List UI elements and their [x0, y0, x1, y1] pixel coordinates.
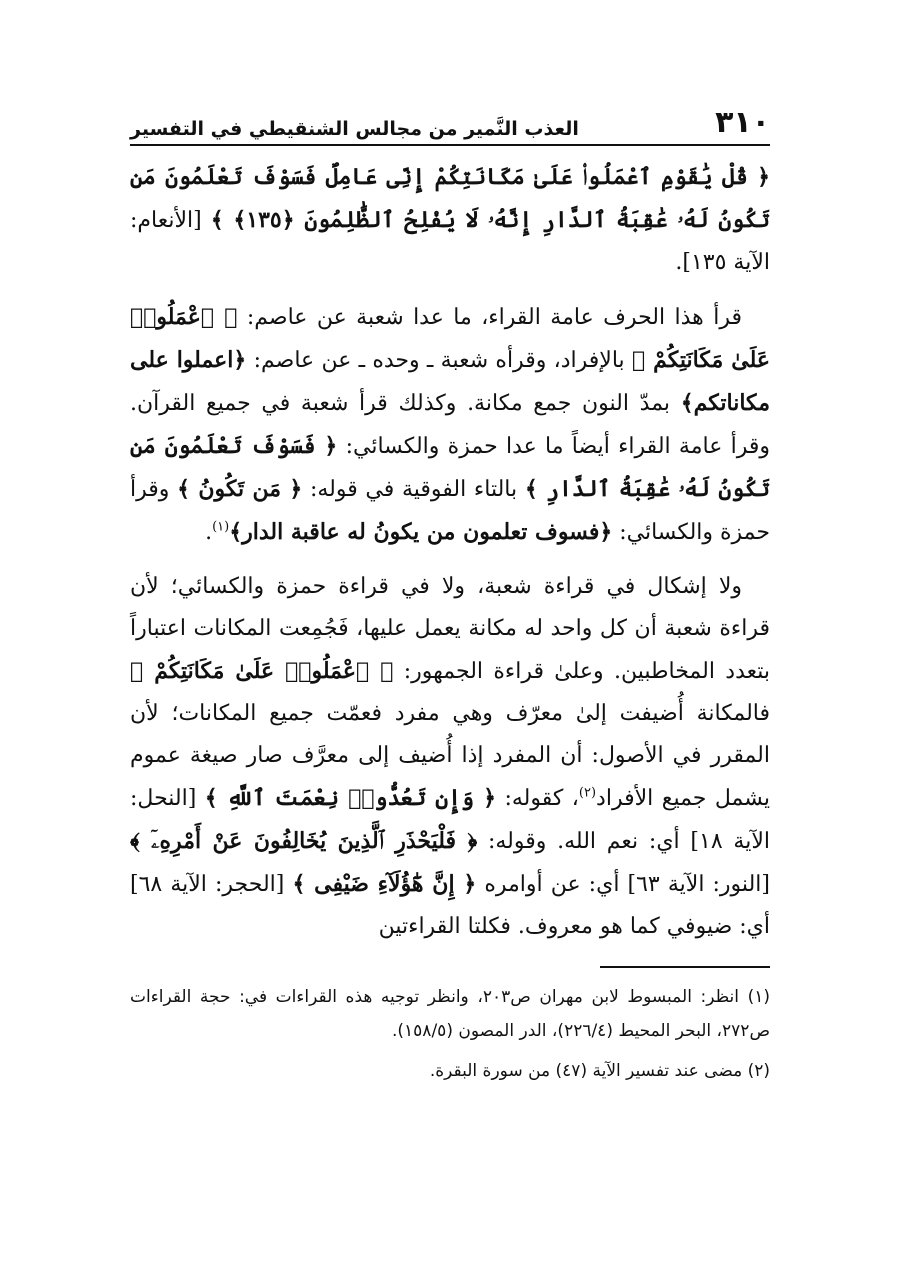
page-number: ٣١٠ [715, 105, 770, 140]
text-segment: ، كقوله: [495, 786, 579, 811]
footnote-item [130, 1054, 770, 1088]
footnote-reference[interactable]: (١) [212, 519, 230, 535]
quran-quote: ﴿ فَسَوْفَ تَعْلَمُونَ مَن تَكُونُ لَهُۥ عَٰقِبَةُ ٱلدَّارِ ﴾ [130, 433, 770, 502]
paragraph-readings [130, 296, 770, 554]
quran-quote: ﴿ ٱعْمَلُوا۟ عَلَىٰ مَكَانَتِكُمْ ﴾ [130, 304, 770, 373]
footnote-number: (١) [747, 987, 770, 1007]
text-segment: بمدّ النون جمع مكانة. وكذلك قرأ شعبة في جميع القرآن. وقرأ عامة القراء أيضاً ما عدا حمزة والكسائي: [130, 391, 770, 459]
quran-quote: ﴿ مَن تَكُونُ ﴾ [177, 476, 303, 502]
text-segment: [الحجر: الآية ٦٨] أي: ضيوفي كما هو معروف. فكلتا القراءتين [130, 872, 770, 939]
footnotes [130, 980, 770, 1088]
quran-quote: ﴿ وَإِن تَعُدُّوا۟ نِعْمَتَ ٱللَّهِ ﴾ [204, 785, 496, 811]
quran-quote: ﴿ إِنَّ هَٰٓؤُلَآءِ ضَيْفِى ﴾ [292, 871, 477, 897]
verse-citation: [الأنعام: الآية ١٣٥]. [130, 208, 770, 275]
text-segment: فالمكانة أُضيفت إلىٰ معرّف وهي مفرد فعمّت جميع المكانات؛ لأن المقرر في الأصول: أن المفرد إذا أُضيف إلى معرَّف صار صيغة عموم يشمل جميع الأفراد [130, 701, 770, 811]
text-segment: . [205, 520, 213, 545]
main-text [130, 156, 770, 948]
footnote-text: انظر: المبسوط لابن مهران ص٢٠٣، وانظر توجيه هذه القراءات في: حجة القراءات ص٢٧٢، البحر المحيط (٢٢٦/٤)، الدر المصون (١٥٨/٥). [130, 987, 770, 1041]
footnote-divider [600, 966, 770, 968]
page-header [130, 100, 770, 146]
footnote-text: مضى عند تفسير الآية (٤٧) من سورة البقرة. [429, 1061, 743, 1081]
text-segment: قرأ هذا الحرف عامة القراء، ما عدا شعبة عن عاصم: [237, 305, 742, 330]
footnote-item [130, 980, 770, 1048]
quran-quote: ﴿ ٱعْمَلُوا۟ عَلَىٰ مَكَانَتِكُمْ ﴾ [130, 658, 394, 684]
quran-verse: ﴿ قُلْ يَٰقَوْمِ ٱعْمَلُوا۟ عَلَىٰ مَكَانَتِكُمْ إِنِّى عَامِلٌ فَسَوْفَ تَعْلَمُونَ مَن تَكُونُ لَهُۥ عَٰقِبَةُ ٱلدَّارِ إِنَّهُۥ لَا يُفْلِحُ ٱلظَّٰلِمُونَ ﴿١٣٥﴾ ﴾ [130, 164, 770, 233]
text-segment: وقرأ حمزة والكسائي: [130, 477, 770, 545]
paragraph-explanation [130, 566, 770, 948]
text-segment: بالإفراد، وقرأه شعبة ـ وحده ـ عن عاصم: [246, 348, 632, 373]
book-page [130, 100, 770, 1094]
footnote-number: (٢) [747, 1061, 770, 1081]
text-segment: ولا إشكال في قراءة شعبة، ولا في قراءة حمزة والكسائي؛ لأن قراءة شعبة أن كل واحد له مكانة يعمل عليها، فَجُمِعت المكانات اعتباراً بتعدد المخاطبين. وعلىٰ قراءة الجمهور: [130, 574, 770, 684]
quran-quote: ﴿ فَلْيَحْذَرِ ٱلَّذِينَ يُخَالِفُونَ عَنْ أَمْرِهِۦٓ ﴾ [130, 828, 478, 854]
text-segment: [النحل: الآية ١٨] أي: نعم الله. وقوله: [130, 786, 770, 854]
text-segment: [النور: الآية ٦٣] أي: عن أوامره [476, 872, 770, 897]
footnote-reference[interactable]: (٢) [578, 785, 597, 801]
paragraph-verse [130, 156, 770, 284]
running-title: العذب النَّمير من مجالس الشنقيطي في التفسير [130, 118, 579, 140]
reading-quote: ﴿فسوف تعلمون من يكونُ له عاقبة الدار﴾ [229, 519, 613, 545]
text-segment: بالتاء الفوقية في قوله: [302, 477, 525, 502]
reading-quote: ﴿اعملوا على مكاناتكم﴾ [130, 347, 770, 416]
